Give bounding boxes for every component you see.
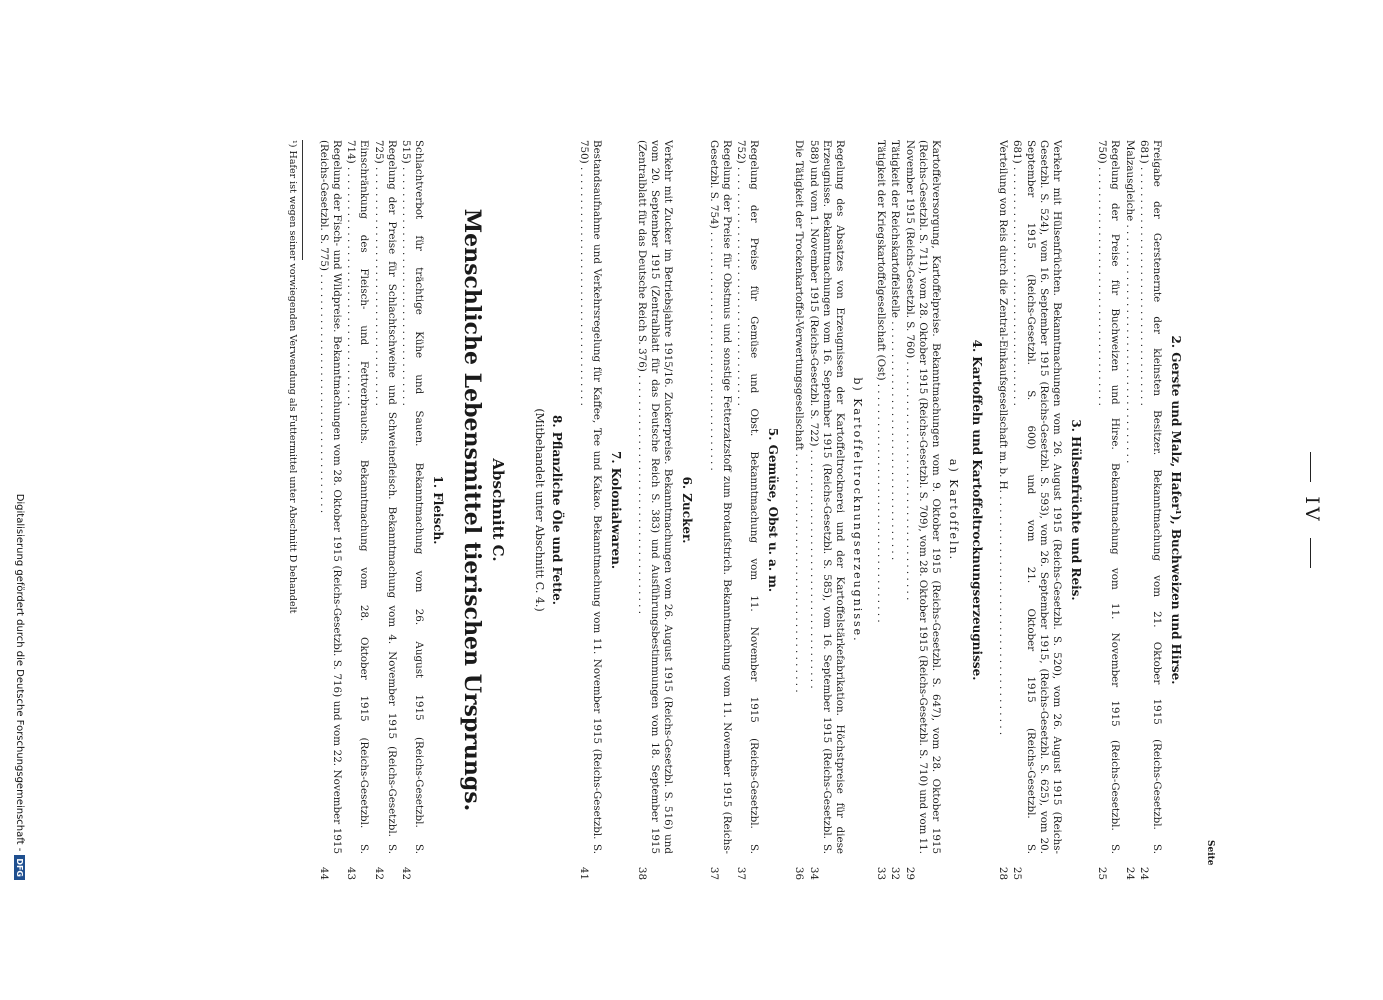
toc-entry: Freigabe der Gerstenernte der kleinsten Besitzer. Bekanntmachung vom 21. Oktober 1915 (Reichs-Gesetzbl. S. 681) . . . 24 <box>1137 140 1163 880</box>
section-title: 4. Kartoffeln und Kartoffeltrocknungserzeugnisse. <box>969 339 984 681</box>
toc-entry: Tätigkeit der Reichskartoffelstelle . . . 32 <box>888 140 901 880</box>
toc-entry: Verkehr mit Zucker im Betriebsjahre 1915/16. Zuckerpreise. Bekanntmachungen vom 26. August 1915 (Reichs-Gesetzbl. S. 516) und vom 20. September 1915 (Zentralblatt für das Deutsche Reich S. 383) und Ausführungsbestimmungen vom 18. September 1915 (Zentralblatt für das Deutsche Reich S. 376) . . . 38 <box>635 140 675 880</box>
toc-entry: Verkehr mit Hülsenfrüchten. Bekanntmachungen vom 26. August 1915 (Reichs-Gesetzbl. S. 520), vom 26. August 1915 (Reichs-Gesetzbl. S. 524), vom 16. September 1915 (Reichs-Gesetzbl. S. 593), vom 26. September 1915, (Reichs-Gesetzbl. S. 625), vom 20. September 1915 (Reichs-Gesetzbl. S. 600) und vom 21. Oktober 1915 (Reichs-Gesetzbl. S. 681) . . . 25 <box>1010 140 1063 880</box>
abschnitt-title: Menschliche Lebensmittel tierischen Ursprungs. <box>459 208 486 812</box>
seite-label: Seite <box>1205 840 1215 866</box>
dfg-logo: DFG <box>14 855 25 880</box>
subsection-title: b) Kartoffeltrocknungserzeugnisse. <box>850 377 864 643</box>
page-number: IV <box>1301 140 1323 880</box>
toc-entry: Bestandsaufnahme und Verkehrsregelung für Kaffee, Tee und Kakao. Bekanntmachung vom 11. November 1915 (Reichs-Gesetzbl. S. 750) . . . 41 <box>576 140 602 880</box>
section-title: 8. Pflanzliche Öle und Fette. <box>550 415 565 605</box>
footnote: ¹) Hafer ist wegen seiner vorwiegenden Verwendung als Futtermittel unter Abschnitt D behandelt <box>286 140 298 614</box>
section-title: 7. Kolonialwaren. <box>608 450 623 570</box>
toc-entry: Tätigkeit der Kriegskartoffelgesellschaft (Ost) . . . 33 <box>874 140 887 880</box>
section-title: 6. Zucker. <box>680 476 695 544</box>
toc-entry: Regelung der Preise für Schlachtschweine und Schweinefleisch. Bekanntmachung vom 4. November 1915 (Reichs-Gesetzbl. S. 725) . . . 42 <box>372 140 398 880</box>
page-header <box>1301 140 1323 880</box>
section-note: (Mitbehandelt unter Abschnitt C. 4.) <box>533 408 547 612</box>
digitization-credit <box>14 120 25 880</box>
toc-entry: Schlachtverbot für trächtige Kühe und Sauen. Bekanntmachung vom 26. August 1915 (Reichs-Gesetzbl. S. 515) . . . 42 <box>399 140 425 880</box>
toc-entry: Malzausgleiche . . . 24 <box>1122 140 1135 880</box>
section-title: 2. Gerste und Malz, Hafer¹), Buchweizen und Hirse. <box>1169 335 1183 685</box>
table-of-contents <box>135 140 1195 880</box>
subsection-title: a) Kartoffeln. <box>946 458 960 562</box>
section-title: 5. Gemüse, Obst u. a. m. <box>766 427 781 593</box>
toc-entry: Regelung der Preise für Buchweizen und Hirse. Bekanntmachung vom 11. November 1915 (Reichs-Gesetzbl. S. 750) . . . 25 <box>1095 140 1121 880</box>
abschnitt-label: Abschnitt C. <box>489 458 508 562</box>
toc-entry: Regelung der Fisch- und Wildpreise. Bekanntmachungen vom 28. Oktober 1915 (Reichs-Gesetzbl. S. 716) und vom 22. November 1915 (Reichs-Gesetzbl. S. 775) . . . 44 <box>317 140 343 880</box>
toc-entry: Regelung der Preise für Obstmus und sonstige Fetterzatzstoff zum Brotaufstrich. Bekanntmachung vom 11. November 1915 (Reichs-Gesetzbl. S. 754) . . . 37 <box>706 140 732 880</box>
toc-entry: Einschränkung des Fleisch- und Fettverbrauchs. Bekanntmachung vom 28. Oktober 1915 (Reichs-Gesetzbl. S. 714) . . . 43 <box>344 140 370 880</box>
toc-entry: Die Tätigkeit der Trockenkartoffel-Verwertungsgesellschaft . . . 36 <box>792 140 805 880</box>
toc-entry: Kartoffelversorgung, Kartoffelpreise. Bekanntmachungen vom 9. Oktober 1915 (Reichs-Gesetzbl. S. 647), vom 28. Oktober 1915 (Reichs-Gesetzbl. S. 711), vom 28. Oktober 1915 (Reichs-Gesetzbl. S. 709), vom 28. Oktober 1915 (Reichs-Gesetzbl. S. 710) und vom 11. November 1915 (Reichs-Gesetzbl. S. 760) . . . 29 <box>902 140 942 880</box>
toc-entry: Verteilung von Reis durch die Zentral-Einkaufsgesellschaft m. b. H. . . . 28 <box>996 140 1009 880</box>
toc-entry: Regelung der Preise für Gemüse und Obst. Bekanntmachung vom 11. November 1915 (Reichs-Gesetzbl. S. 752) . . . 37 <box>734 140 760 880</box>
section-title: 1. Fleisch. <box>431 475 446 545</box>
toc-entry: Regelung des Absatzes von Erzeugnissen der Kartoffeltrocknerei und der Kartoffelstärkefabrikation. Höchstpreise für diese Erzeugnisse. Bekanntmachungen vom 16. September 1915 (Reichs-Gesetzbl. S. 585), vom 16. September 1915 (Reichs-Gesetzbl. S. 588) und vom 1. November 1915 (Reichs-Gesetzbl. S. 722) . . . 34 <box>806 140 846 880</box>
footnote-rule <box>302 140 303 260</box>
section-title: 3. Hülsenfrüchte und Reis. <box>1068 419 1083 601</box>
credit-text: Digitalisierung gefördert durch die Deutsche Forschungsgemeinschaft - <box>14 493 25 852</box>
